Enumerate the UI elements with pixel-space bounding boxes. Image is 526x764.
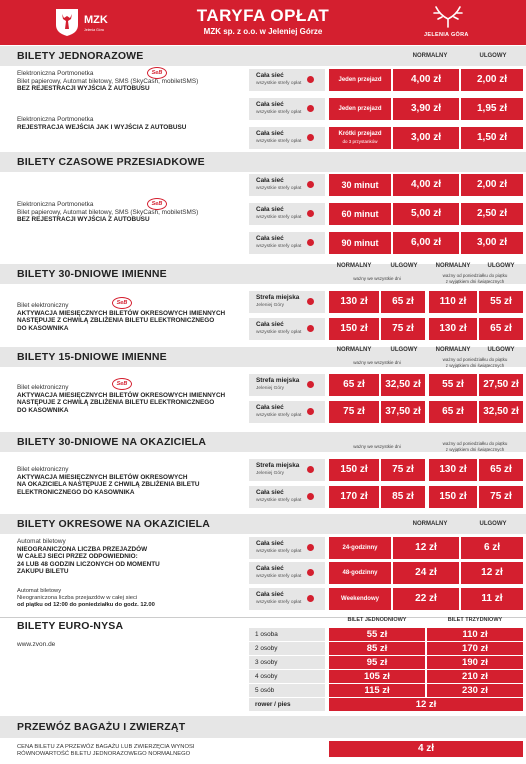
price-normal-all-days: 75 zł — [329, 401, 379, 423]
antlers-icon — [428, 5, 468, 29]
zone-name: Cała sieć — [256, 72, 284, 79]
zone-sub: Jeleniej Góry — [256, 471, 284, 476]
zone-label — [249, 588, 325, 610]
zone-dot-icon — [307, 466, 314, 473]
okresowe-desc-2 — [17, 588, 155, 608]
czasowe-desc — [17, 201, 198, 224]
col-trzydniowy: BILET TRZYDNIOWY — [447, 617, 503, 623]
zone-dot-icon — [307, 408, 314, 415]
price-three-day: 210 zł — [427, 670, 523, 683]
deer-shield-icon — [54, 7, 80, 37]
desc-line: Elektroniczna Portmonetka — [17, 201, 94, 208]
zone-dot-icon — [307, 181, 314, 188]
col-ulgowy: ULGOWY — [479, 53, 507, 59]
price-ulgowy-all-days: 37,50 zł — [381, 401, 425, 423]
zone-dot-icon — [307, 544, 314, 551]
zone-dot-icon — [307, 381, 314, 388]
price-ulgowy: 2,00 zł — [461, 69, 523, 91]
bagaz-desc — [17, 744, 194, 758]
price-ulgowy-weekdays: 55 zł — [479, 291, 523, 313]
zone-name: Strefa miejska — [256, 377, 300, 384]
zone-name: Strefa miejska — [256, 294, 300, 301]
col-normalny: NORMALNY — [412, 53, 448, 59]
euronysa-title: BILETY EURO-NYSA — [17, 620, 124, 632]
price-normal: 5,00 zł — [393, 203, 459, 225]
price-normal-all-days: 150 zł — [329, 318, 379, 340]
price-normal: 6,00 zł — [393, 232, 459, 254]
price-ulgowy: 6 zł — [461, 537, 523, 559]
note-line: ważny od poniedziałku do piątku — [442, 357, 508, 362]
zone-label — [249, 69, 325, 91]
desc-line: Bilet elektroniczny — [17, 302, 69, 309]
price-three-day: 190 zł — [427, 656, 523, 669]
zone-dot-icon — [307, 595, 314, 602]
price-ulgowy: 2,50 zł — [461, 203, 523, 225]
zone-dot-icon — [307, 298, 314, 305]
zone-sub: wszystkie strefy opłat — [256, 215, 302, 220]
mzk-logo-text: MZK — [84, 14, 108, 26]
desc-bold: AKTYWACJA MIESIĘCZNYCH BILETÓW OKRESOWYCH IMIENNYCH — [17, 309, 226, 317]
section-title: BILETY 30-DNIOWE NA OKAZICIELA — [17, 436, 207, 448]
price-ulgowy-all-days: 85 zł — [381, 486, 425, 508]
mzk-logo — [50, 4, 114, 42]
zone-sub: wszystkie strefy opłat — [256, 244, 302, 249]
desc-bold: REJESTRACJA WEJŚCIA JAK I WYJŚCIA Z AUTOBUSU — [17, 123, 187, 131]
zone-dot-icon — [307, 76, 314, 83]
zone-name: Cała sieć — [256, 321, 284, 328]
desc-bold: AKTYWACJA MIESIĘCZNYCH BILETÓW OKRESOWYCH — [17, 473, 188, 481]
desc-line: Elektroniczna Portmonetka — [17, 70, 94, 77]
price-normal-weekdays: 55 zł — [429, 374, 477, 396]
zone-dot-icon — [307, 210, 314, 217]
section-czasowe-header — [0, 152, 526, 172]
price-normal: 3,00 zł — [393, 127, 459, 149]
col-normalny: NORMALNY — [336, 347, 372, 353]
price-normal: 4,00 zł — [393, 69, 459, 91]
ticket-type-label: Jeden przejazd — [338, 106, 382, 112]
price-one-day: 105 zł — [329, 670, 425, 683]
zone-label — [249, 374, 325, 396]
zone-name: Cała sieć — [256, 489, 284, 496]
col-normalny: NORMALNY — [435, 347, 471, 353]
price-ulgowy-all-days: 32,50 zł — [381, 374, 425, 396]
jelenia-gora-logo — [418, 3, 478, 43]
desc-bold: 24 LUB 48 GODZIN LICZONYCH OD MOMENTU — [17, 560, 160, 568]
price-three-day: 110 zł — [427, 628, 523, 641]
desc-bold: NASTĘPUJE Z CHWILĄ ZBLIŻENIA BILETU ELEKTRONICZNEGO — [17, 399, 215, 407]
zone-dot-icon — [307, 134, 314, 141]
desc-line: Automat biletowy — [17, 588, 62, 594]
header-bar — [0, 0, 526, 45]
col-jednodniowy: BILET JEDNODNIOWY — [347, 617, 407, 623]
section-title: BILETY 30-DNIOWE IMIENNE — [17, 268, 167, 280]
seb-badge-icon: SeB — [112, 297, 132, 309]
ticket-type-sub: do 3 przystanków — [342, 139, 378, 144]
desc-line: Bilet papierowy, Automat biletowy, SMS (SkyCash, mobiletSMS) — [17, 77, 199, 85]
price-ulgowy-all-days: 75 zł — [381, 318, 425, 340]
desc-bold: NA OKAZICIELA NASTĘPUJE Z CHWILĄ ZBLIŻENIA BILETU — [17, 481, 200, 489]
price-ulgowy: 3,00 zł — [461, 232, 523, 254]
col-ulgowy: ULGOWY — [390, 263, 418, 269]
price-ulgowy-weekdays: 27,50 zł — [479, 374, 523, 396]
ticket-type: Weekendowy — [329, 588, 391, 610]
zone-label — [249, 318, 325, 340]
price-normal: 4,00 zł — [393, 174, 459, 196]
section-title: PRZEWÓZ BAGAŻU I ZWIERZĄT — [17, 721, 186, 733]
desc-line: Bilet elektroniczny — [17, 384, 69, 391]
zone-sub: wszystkie strefy opłat — [256, 549, 302, 554]
rower-pies-price: 12 zł — [329, 698, 523, 711]
zone-name: Cała sieć — [256, 591, 284, 598]
desc-line: Elektroniczna Portmonetka — [17, 116, 94, 123]
desc-bold: W CAŁEJ SIECI PRZEZ ODPOWIEDNIO: — [17, 553, 138, 561]
price-one-day: 85 zł — [329, 642, 425, 655]
seb-badge-icon: SeB — [147, 67, 167, 79]
zone-sub: wszystkie strefy opłat — [256, 110, 302, 115]
section-title: BILETY OKRESOWE NA OKAZICIELA — [17, 518, 211, 530]
validity-note-weekdays — [427, 357, 523, 368]
jednorazowe-desc-1 — [17, 70, 198, 93]
d30okaziciela-desc — [17, 466, 199, 496]
zone-label — [249, 232, 325, 254]
price-ulgowy-weekdays: 65 zł — [479, 318, 523, 340]
price-normal-weekdays: 65 zł — [429, 401, 477, 423]
zone-dot-icon — [307, 239, 314, 246]
price-ulgowy: 11 zł — [461, 588, 523, 610]
zone-sub: wszystkie strefy opłat — [256, 186, 302, 191]
section-okresowe-header — [0, 514, 526, 534]
col-ulgowy: ULGOWY — [390, 347, 418, 353]
col-ulgowy: ULGOWY — [479, 521, 507, 527]
price-one-day: 55 zł — [329, 628, 425, 641]
desc-bold: BEZ REJESTRACJI WYJŚCIA Z AUTOBUSU — [17, 216, 150, 224]
desc-line: Automat biletowy — [17, 538, 66, 545]
desc-bold: AKTYWACJA MIESIĘCZNYCH BILETÓW OKRESOWYCH IMIENNYCH — [17, 391, 226, 399]
zone-label — [249, 127, 325, 149]
zone-label — [249, 459, 325, 481]
passengers-label: 4 osoby — [255, 673, 278, 680]
ticket-duration: 30 minut — [329, 174, 391, 196]
price-ulgowy-weekdays: 32,50 zł — [479, 401, 523, 423]
zone-sub: wszystkie strefy opłat — [256, 330, 302, 335]
price-ulgowy-all-days: 75 zł — [381, 459, 425, 481]
zone-dot-icon — [307, 569, 314, 576]
zone-name: Cała sieć — [256, 404, 284, 411]
col-normalny: NORMALNY — [435, 263, 471, 269]
zone-name: Cała sieć — [256, 540, 284, 547]
validity-note-all-days: ważny we wszystkie dni — [353, 360, 401, 365]
price-ulgowy: 12 zł — [461, 562, 523, 584]
validity-note-all-days: ważny we wszystkie dni — [353, 444, 401, 449]
zone-name: Cała sieć — [256, 206, 284, 213]
price-normal-all-days: 170 zł — [329, 486, 379, 508]
price-ulgowy: 1,95 zł — [461, 98, 523, 120]
desc-bold: BEZ REJESTRACJI WYJŚCIA Z AUTOBUSU — [17, 85, 150, 93]
zone-name: Strefa miejska — [256, 462, 300, 469]
zone-label — [249, 401, 325, 423]
validity-note-all-days: ważny we wszystkie dni — [353, 276, 401, 281]
desc-bold: NASTĘPUJE Z CHWILĄ ZBLIŻENIA BILETU ELEKTRONICZNEGO — [17, 317, 215, 325]
zone-dot-icon — [307, 325, 314, 332]
zone-name: Cała sieć — [256, 235, 284, 242]
zone-label — [249, 486, 325, 508]
desc-line: Bilet papierowy, Automat biletowy, SMS (SkyCash, mobiletSMS) — [17, 208, 199, 216]
price-ulgowy: 2,00 zł — [461, 174, 523, 196]
jednorazowe-desc-2 — [17, 116, 186, 131]
passengers-label: 3 osoby — [255, 659, 278, 666]
col-normalny: NORMALNY — [336, 263, 372, 269]
ticket-type-label: Jeden przejazd — [338, 77, 382, 83]
ticket-duration: 90 minut — [329, 232, 391, 254]
zone-name: Cała sieć — [256, 177, 284, 184]
validity-note-weekdays — [427, 441, 523, 452]
desc-bold: od piątku od 12:00 do poniedziałku do godz. 12.00 — [17, 601, 155, 608]
zone-name: Cała sieć — [256, 565, 284, 572]
ticket-type — [329, 127, 391, 149]
mzk-logo-sub: Jelenia Góra — [84, 28, 104, 32]
validity-note-weekdays — [427, 273, 523, 284]
seb-badge-icon: SeB — [147, 198, 167, 210]
page-subtitle: MZK sp. z o.o. w Jeleniej Górze — [203, 27, 323, 36]
rower-pies-label: rower / pies — [255, 701, 291, 708]
seb-badge-icon: SeB — [112, 378, 132, 390]
zone-dot-icon — [307, 493, 314, 500]
zone-sub: wszystkie strefy opłat — [256, 139, 302, 144]
jelenia-gora-logo-text: JELENIA GÓRA — [424, 32, 469, 38]
col-ulgowy: ULGOWY — [487, 263, 515, 269]
okresowe-desc-1 — [17, 538, 160, 576]
note-line: z wyjątkiem dni świątecznych — [445, 362, 505, 368]
zone-sub: wszystkie strefy opłat — [256, 574, 302, 579]
zone-sub: wszystkie strefy opłat — [256, 498, 302, 503]
price-one-day: 95 zł — [329, 656, 425, 669]
ticket-type: 48-godzinny — [329, 562, 391, 584]
zone-sub: Jeleniej Góry — [256, 303, 284, 308]
zone-name: Cała sieć — [256, 101, 284, 108]
zone-sub: wszystkie strefy opłat — [256, 81, 302, 86]
zone-name: Cała sieć — [256, 130, 284, 137]
price-normal: 3,90 zł — [393, 98, 459, 120]
zone-sub: Jeleniej Góry — [256, 386, 284, 391]
desc-line: RÓWNOWARTOŚĆ BILETU JEDNORAZOWEGO NORMALNEGO — [17, 751, 191, 757]
passengers-label: 2 osoby — [255, 645, 278, 652]
price-normal: 12 zł — [393, 537, 459, 559]
zone-sub: wszystkie strefy opłat — [256, 413, 302, 418]
note-line: z wyjątkiem dni świątecznych — [445, 278, 505, 284]
ticket-type: 24-godzinny — [329, 537, 391, 559]
passengers-label: 1 osoba — [255, 631, 278, 638]
price-ulgowy-weekdays: 65 zł — [479, 459, 523, 481]
section-title: BILETY 15-DNIOWE IMIENNE — [17, 351, 167, 363]
ticket-type — [329, 98, 391, 120]
ticket-duration: 60 minut — [329, 203, 391, 225]
price-normal-weekdays: 110 zł — [429, 291, 477, 313]
price-normal-all-days: 130 zł — [329, 291, 379, 313]
zone-label — [249, 562, 325, 584]
zone-sub: wszystkie strefy opłat — [256, 600, 302, 605]
desc-bold: DO KASOWNIKA — [17, 324, 69, 332]
page-title: TARYFA OPŁAT — [196, 6, 330, 25]
desc-line: Bilet elektroniczny — [17, 466, 69, 473]
price-ulgowy-weekdays: 75 zł — [479, 486, 523, 508]
zone-label — [249, 291, 325, 313]
desc-bold: ELEKTRONICZNEGO DO KASOWNIKA — [17, 488, 135, 496]
price-normal-weekdays: 130 zł — [429, 318, 477, 340]
note-line: ważny od poniedziałku do piątku — [442, 273, 508, 278]
price-ulgowy: 1,50 zł — [461, 127, 523, 149]
desc-bold: ZAKUPU BILETU — [17, 568, 69, 576]
section-title: BILETY JEDNORAZOWE — [17, 50, 144, 62]
section-title: BILETY CZASOWE PRZESIADKOWE — [17, 156, 205, 168]
ticket-type-label: Krótki przejazd — [338, 131, 382, 137]
price-normal-weekdays: 130 zł — [429, 459, 477, 481]
bagaz-price: 4 zł — [329, 741, 523, 757]
price-ulgowy-all-days: 65 zł — [381, 291, 425, 313]
desc-bold: NIEOGRANICZONA LICZBA PRZEJAZDÓW — [17, 545, 148, 553]
price-normal-weekdays: 150 zł — [429, 486, 477, 508]
section-jednorazowe-header — [0, 46, 526, 66]
zone-label — [249, 537, 325, 559]
desc-line: CENA BILETU ZA PRZEWÓZ BAGAŻU LUB ZWIERZĘCIA WYNOSI — [17, 744, 195, 750]
price-normal-all-days: 150 zł — [329, 459, 379, 481]
ticket-type — [329, 69, 391, 91]
price-three-day: 230 zł — [427, 684, 523, 697]
note-line: z wyjątkiem dni świątecznych — [445, 446, 505, 452]
price-normal-all-days: 65 zł — [329, 374, 379, 396]
price-three-day: 170 zł — [427, 642, 523, 655]
col-normalny: NORMALNY — [412, 521, 448, 527]
section-bagaz-header — [0, 716, 526, 738]
zone-label — [249, 203, 325, 225]
price-normal: 24 zł — [393, 562, 459, 584]
zone-label — [249, 174, 325, 196]
price-normal: 22 zł — [393, 588, 459, 610]
passengers-label: 5 osób — [255, 687, 275, 694]
note-line: ważny od poniedziałku do piątku — [442, 441, 508, 446]
zvon-link[interactable]: www.zvon.de — [17, 641, 56, 648]
price-one-day: 115 zł — [329, 684, 425, 697]
zone-dot-icon — [307, 105, 314, 112]
desc-bold: DO KASOWNIKA — [17, 406, 69, 414]
col-ulgowy: ULGOWY — [487, 347, 515, 353]
zone-label — [249, 98, 325, 120]
desc-line: Nieograniczona liczba przejazdów w całej sieci — [17, 594, 138, 601]
